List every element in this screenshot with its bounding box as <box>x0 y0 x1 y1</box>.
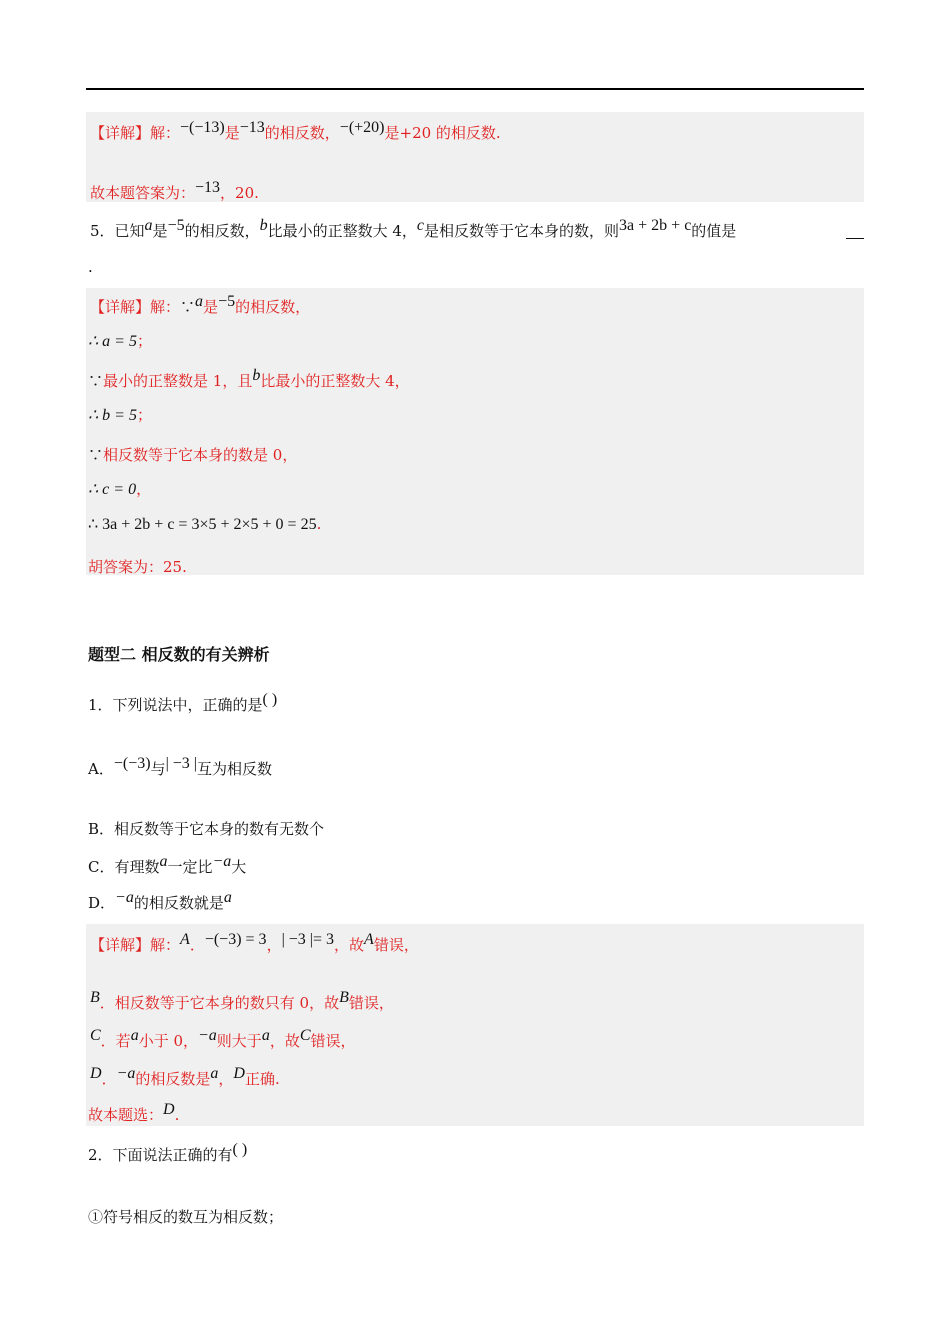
answer-blank <box>846 238 864 239</box>
detail-tag: 【详解】 <box>90 936 151 954</box>
solution-line <box>90 119 501 143</box>
header-rule <box>86 88 864 90</box>
question-5-dot: . <box>88 258 93 276</box>
question-2 <box>88 1141 248 1165</box>
text: 是+20 的相反数. <box>384 124 501 142</box>
answer-line <box>90 179 259 203</box>
math-var: a <box>144 217 153 234</box>
text: ， <box>218 1070 234 1088</box>
text: 正确. <box>244 1070 280 1088</box>
text: 互为相反数 <box>197 760 273 778</box>
math-expr: −(−13) <box>180 119 225 136</box>
math-var: a <box>159 853 168 870</box>
math-expr: −(−3) <box>113 755 151 772</box>
solution-line <box>88 404 152 425</box>
text: 错误， <box>348 994 394 1012</box>
math-var: C <box>299 1027 311 1044</box>
detail-tag: 【详解】 <box>90 298 151 316</box>
text: 是 <box>203 298 219 316</box>
because-symbol: ∵ <box>88 372 104 390</box>
math-var: a <box>195 293 204 310</box>
question-stem: 2．下面说法正确的有 <box>88 1146 233 1164</box>
math-expr: −a <box>198 1027 217 1044</box>
text: ； <box>136 332 152 350</box>
answer-line <box>88 1101 180 1125</box>
math-expr: −a <box>212 853 232 870</box>
solution-line <box>88 444 297 465</box>
question-stem: 1．下列说法中，正确的是 <box>88 696 263 714</box>
text: 的相反数， <box>184 222 260 240</box>
text: ； <box>136 406 152 424</box>
text: . <box>174 1106 180 1124</box>
solution-line <box>90 989 394 1013</box>
math-var: a <box>210 1065 219 1082</box>
text: 一定比 <box>167 858 213 876</box>
text: 大 <box>231 858 247 876</box>
text: 的相反数， <box>235 298 311 316</box>
math-var: a <box>261 1027 270 1044</box>
math-var: a <box>130 1027 139 1044</box>
math-var: A <box>180 931 190 948</box>
answer-paren: ( ) <box>232 1141 248 1158</box>
option-label: C．有理数 <box>88 858 160 876</box>
solution-line <box>88 514 321 534</box>
text: 的相反数就是 <box>133 894 224 912</box>
text: ，20. <box>220 184 259 202</box>
answer-label: 故本题选： <box>88 1106 164 1124</box>
math-expr: 3a + 2b + c <box>619 217 692 234</box>
solution-line <box>90 1065 280 1089</box>
text: . <box>316 515 322 533</box>
text: 比最小的正整数大 4， <box>267 222 417 240</box>
math-expr: −5 <box>218 293 236 310</box>
math-var: A <box>364 931 374 948</box>
text: ，故 <box>269 1032 300 1050</box>
solution-line <box>88 330 152 351</box>
text: 错误， <box>310 1032 356 1050</box>
detail-tag: 【详解】 <box>90 124 151 142</box>
math-expr: | −3 |= 3 <box>281 931 335 948</box>
math-var: C <box>90 1027 101 1044</box>
text: ， <box>266 936 282 954</box>
because-symbol: ∵ <box>88 446 104 464</box>
text: 的值是 <box>691 222 737 240</box>
option-b: B．相反数等于它本身的数有无数个 <box>88 820 325 838</box>
math-expr: −13 <box>239 119 265 136</box>
math-expr: −a <box>116 1065 136 1082</box>
option-a <box>88 755 273 779</box>
math-var: B <box>90 989 100 1006</box>
text: 是 <box>152 222 168 240</box>
option-c <box>88 853 247 877</box>
math-var: D <box>233 1065 245 1082</box>
text: 与 <box>150 760 166 778</box>
math-var: b <box>259 217 268 234</box>
text: ， <box>136 480 152 498</box>
solution-line <box>88 367 410 391</box>
answer-line: 胡答案为：25. <box>88 558 187 576</box>
math-var: c <box>416 217 425 234</box>
solution-lead: 解： <box>150 298 181 316</box>
solution-line <box>90 931 419 955</box>
math-var: D <box>163 1101 175 1118</box>
text: ．若 <box>100 1032 131 1050</box>
math-expr: −(−3) = 3 <box>204 931 267 948</box>
text: 小于 0， <box>138 1032 198 1050</box>
question-1 <box>88 691 278 715</box>
math-var: D <box>90 1065 102 1082</box>
math-expr: | −3 | <box>165 755 197 772</box>
math-expr: −5 <box>167 217 185 234</box>
solution-line <box>88 478 151 499</box>
text: 是相反数等于它本身的数，则 <box>424 222 620 240</box>
because-symbol: ∵ <box>180 298 196 316</box>
text: ，故 <box>334 936 365 954</box>
math-var: B <box>339 989 349 1006</box>
text: 的相反数， <box>264 124 340 142</box>
math-var: b <box>252 367 261 384</box>
answer-label: 故本题答案为： <box>90 184 196 202</box>
text: ．相反数等于它本身的数只有 0，故 <box>99 994 340 1012</box>
text: ． <box>101 1070 117 1088</box>
text: 最小的正整数是 1，且 <box>103 372 253 390</box>
text: 比最小的正整数大 4， <box>260 372 410 390</box>
math-expr: ∴ b = 5 <box>88 407 137 424</box>
math-expr: ∴ c = 0 <box>88 481 137 498</box>
text: 的相反数是 <box>135 1070 211 1088</box>
math-expr: −a <box>115 889 134 906</box>
math-expr: ∴ 3a + 2b + c = 3×5 + 2×5 + 0 = 25 <box>88 516 317 533</box>
option-d <box>88 889 232 913</box>
section-title: 题型二 相反数的有关辨析 <box>88 645 270 664</box>
text: 则大于 <box>216 1032 262 1050</box>
question-number: 5．已知 <box>90 222 145 240</box>
solution-lead: 解： <box>150 124 181 142</box>
solution-lead: 解： <box>150 936 181 954</box>
text: 错误， <box>373 936 419 954</box>
text: ． <box>189 936 205 954</box>
solution-line <box>90 1027 356 1051</box>
answer-paren: ( ) <box>262 691 278 708</box>
question-5 <box>90 217 737 241</box>
text: 相反数等于它本身的数是 0， <box>103 446 298 464</box>
option-label: A． <box>88 760 114 778</box>
option-label: D． <box>88 894 116 912</box>
text: 是 <box>224 124 240 142</box>
math-expr: ∴ a = 5 <box>88 333 137 350</box>
math-expr: −13 <box>195 179 221 196</box>
solution-line <box>90 293 311 317</box>
math-var: a <box>223 889 232 906</box>
math-expr: −(+20) <box>339 119 385 136</box>
statement-1: ①符号相反的数互为相反数； <box>88 1208 284 1226</box>
